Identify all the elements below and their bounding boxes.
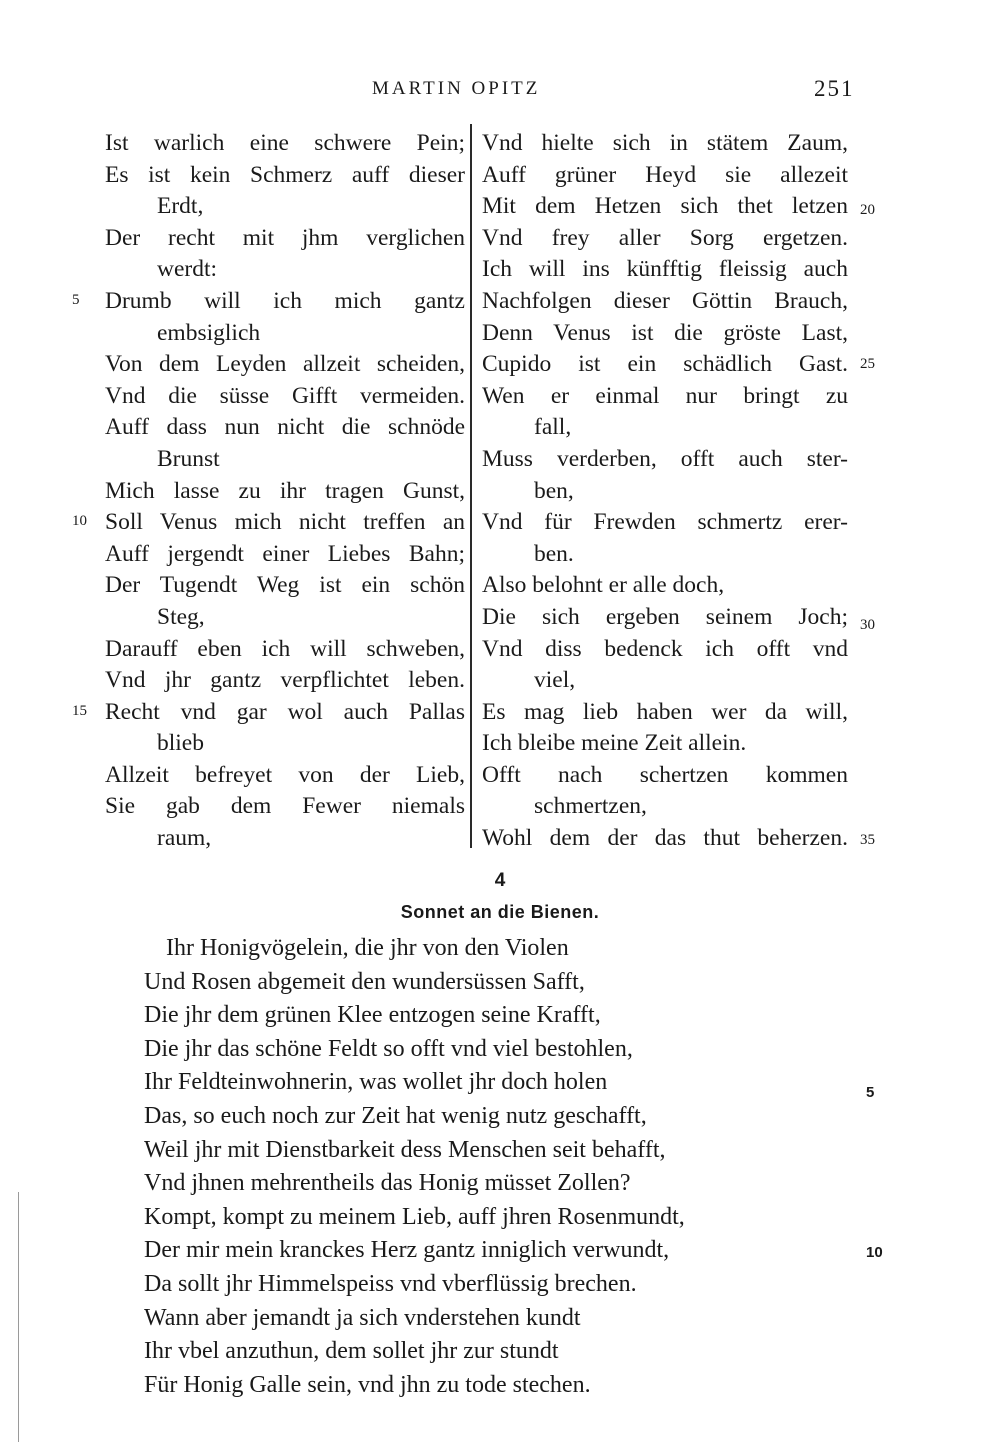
verse-line: Von dem Leyden allzeit scheiden,: [105, 351, 465, 378]
poem-number: 4: [494, 870, 506, 891]
verse-line: Die sich ergeben seinem Joch;: [482, 603, 848, 630]
verse-line: blieb: [157, 730, 204, 757]
left-verse-column: [105, 128, 465, 855]
verse-line: ben.: [534, 540, 574, 567]
verse-line: Der recht mit jhm verglichen: [105, 224, 465, 251]
sonnet-line: Kompt, kompt zu meinem Lieb, auff jhren Rosenmundt,: [144, 1203, 685, 1230]
scan-edge-mark: [18, 1192, 19, 1442]
verse-line: Darauff eben ich will schweben,: [105, 635, 465, 662]
sonnet-line: Die jhr das schöne Feldt so offt vnd viel bestohlen,: [144, 1035, 633, 1062]
sonnet-line: Ihr Feldteinwohnerin, was wollet jhr doch holen: [144, 1069, 608, 1096]
verse-line: Der Tugendt Weg ist ein schön: [105, 572, 465, 599]
verse-line: Offt nach schertzen kommen: [482, 761, 848, 788]
poem-title: Sonnet an die Bienen.: [400, 902, 600, 922]
verse-line: raum,: [157, 825, 212, 852]
line-number: 15: [72, 703, 87, 719]
verse-line: Ich will ins künfftig fleissig auch: [482, 256, 848, 283]
verse-line: Also belohnt er alle doch,: [482, 572, 725, 599]
line-number: 35: [860, 832, 875, 848]
verse-line: Erdt,: [157, 193, 204, 220]
verse-line: Ist warlich eine schwere Pein;: [105, 130, 465, 156]
verse-line: Wen er einmal nur bringt zu: [482, 382, 848, 409]
running-head-title: MARTIN OPITZ: [372, 78, 541, 99]
verse-line: Sie gab dem Fewer niemals: [105, 793, 465, 820]
verse-line: Auff dass nun nicht die schnöde: [105, 414, 465, 441]
verse-line: Mit dem Hetzen sich thet letzen: [482, 193, 848, 220]
line-number: 25: [860, 356, 875, 372]
running-head: [0, 78, 1000, 108]
line-number: 5: [866, 1084, 875, 1101]
verse-line: Vnd diss bedenck ich offt vnd: [482, 635, 848, 662]
verse-line: embsiglich: [157, 319, 261, 346]
verse-line: Recht vnd gar wol auch Pallas: [105, 698, 465, 725]
verse-line: Ich bleibe meine Zeit allein.: [482, 730, 747, 757]
verse-line: Es ist kein Schmerz auff dieser: [105, 161, 465, 188]
verse-line: schmertzen,: [534, 793, 647, 820]
verse-line: Cupido ist ein schädlich Gast.: [482, 351, 848, 378]
verse-line: Vnd hielte sich in stätem Zaum,: [482, 130, 848, 156]
verse-line: Soll Venus mich nicht treffen an: [105, 509, 465, 536]
verse-line: Vnd frey aller Sorg ergetzen.: [482, 224, 848, 251]
verse-line: viel,: [534, 667, 576, 694]
verse-line: Denn Venus ist die gröste Last,: [482, 319, 848, 346]
line-number: 10: [72, 513, 87, 529]
verse-line: Mich lasse zu ihr tragen Gunst,: [105, 477, 465, 504]
line-number: 10: [866, 1244, 883, 1261]
sonnet-line: Der mir mein kranckes Herz gantz inniglich verwundt,: [144, 1237, 670, 1264]
column-divider: [470, 124, 472, 848]
verse-line: Es mag lieb haben wer da will,: [482, 698, 848, 725]
page-number: 251: [814, 76, 855, 101]
sonnet-line: Ihr Honigvögelein, die jhr von den Violen: [166, 935, 569, 961]
sonnet-line: Weil jhr mit Dienstbarkeit dess Menschen seit behafft,: [144, 1136, 666, 1163]
line-number: 30: [860, 617, 875, 633]
sonnet-body: [144, 932, 844, 1402]
verse-line: fall,: [534, 414, 572, 441]
verse-line: Steg,: [157, 603, 205, 630]
sonnet-line: Das, so euch noch zur Zeit hat wenig nutz geschafft,: [144, 1102, 647, 1129]
sonnet-line: Da sollt jhr Himmelspeiss vnd vberflüssig brechen.: [144, 1270, 637, 1297]
sonnet-line: Die jhr dem grünen Klee entzogen seine Krafft,: [144, 1002, 601, 1029]
verse-line: Auff grüner Heyd sie allezeit: [482, 161, 848, 188]
verse-line: Wohl dem der das thut beherzen.: [482, 825, 848, 852]
line-number: 5: [72, 292, 80, 308]
verse-line: werdt:: [157, 256, 218, 283]
sonnet-line: Vnd jhnen mehrentheils das Honig müsset Zollen?: [144, 1170, 631, 1197]
sonnet-line: Wann aber jemandt ja sich vnderstehen kundt: [144, 1304, 581, 1331]
sonnet-line: Und Rosen abgemeit den wundersüssen Safft,: [144, 968, 585, 995]
right-verse-column: [482, 128, 848, 855]
sonnet-line: Für Honig Galle sein, vnd jhn zu tode stechen.: [144, 1371, 591, 1398]
verse-line: Brunst: [157, 445, 220, 472]
verse-line: Drumb will ich mich gantz: [105, 287, 465, 314]
line-number: 20: [860, 202, 875, 218]
verse-line: Vnd für Frewden schmertz erer-: [482, 509, 848, 536]
verse-line: Nachfolgen dieser Göttin Brauch,: [482, 287, 848, 314]
verse-line: Vnd jhr gantz verpflichtet leben.: [105, 667, 465, 694]
verse-line: Muss verderben, offt auch ster-: [482, 445, 848, 472]
verse-line: Vnd die süsse Gifft vermeiden.: [105, 382, 465, 409]
verse-line: ben,: [534, 477, 574, 504]
verse-line: Allzeit befreyet von der Lieb,: [105, 761, 465, 788]
sonnet-line: Ihr vbel anzuthun, dem sollet jhr zur stundt: [144, 1338, 559, 1365]
verse-line: Auff jergendt einer Liebes Bahn;: [105, 540, 465, 567]
